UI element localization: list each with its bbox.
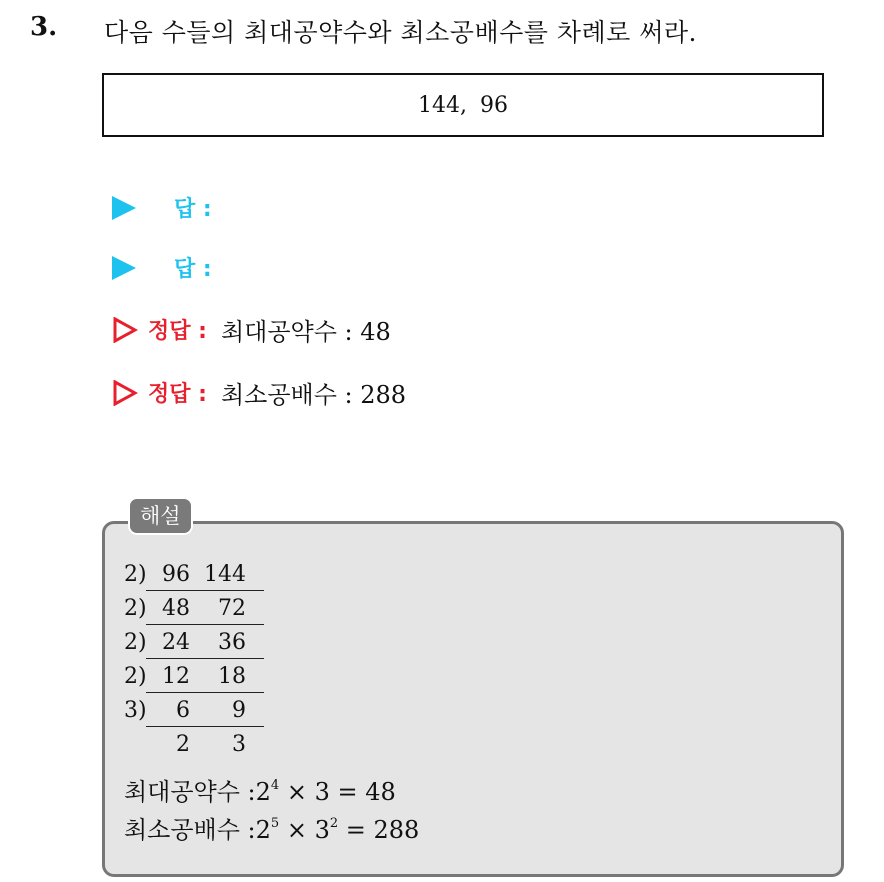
quotient-a: 2 [176, 732, 190, 757]
divisor: 2 [124, 596, 138, 621]
dividend-b: 36 [218, 630, 246, 655]
lcm-rest: = 288 [338, 816, 420, 844]
outline-triangle-icon [112, 317, 138, 343]
solution-tab: 해설 [128, 497, 193, 535]
gcd-label: 최대공약수 : [124, 778, 256, 806]
lcm-exponent-1: 5 [270, 816, 280, 831]
lcm-formula [124, 810, 419, 845]
dividend-b: 9 [232, 698, 246, 723]
divisor: 3 [124, 698, 138, 723]
dividend-a: 24 [162, 630, 190, 655]
outline-triangle-icon [112, 380, 138, 406]
dividend-a: 12 [162, 664, 190, 689]
play-triangle-icon [112, 196, 136, 220]
correct-answer-value: 최대공약수 : 48 [220, 318, 391, 346]
dividend-a: 96 [162, 562, 190, 587]
correct-answer-label: 정답 : [148, 319, 207, 344]
dividend-b: 72 [218, 596, 246, 621]
lcm-label: 최소공배수 : [124, 816, 256, 844]
dividend-a: 48 [162, 596, 190, 621]
answer-label: 답 : [174, 197, 212, 222]
dividend-a: 6 [176, 698, 190, 723]
division-bracket: ) [138, 596, 147, 621]
divisor: 2 [124, 562, 138, 587]
play-triangle-icon [112, 256, 136, 280]
question-number: 3. [30, 12, 58, 42]
gcd-base: 2 [255, 778, 271, 806]
answer-row-2[interactable] [112, 252, 212, 283]
correct-answer-value: 최소공배수 : 288 [220, 381, 407, 409]
lcm-exponent-2: 2 [329, 816, 339, 831]
gcd-exponent: 4 [270, 778, 280, 793]
dividend-b: 18 [218, 664, 246, 689]
division-line [146, 692, 264, 693]
question-text: 다음 수들의 최대공약수와 최소공배수를 차례로 써라. [104, 18, 697, 47]
answer-row-1[interactable] [112, 192, 212, 223]
quotient-b: 3 [232, 732, 246, 757]
dividend-b: 144 [204, 562, 246, 587]
lcm-mid: × 3 [279, 816, 330, 844]
division-line [146, 624, 264, 625]
gcd-rest: × 3 = 48 [279, 778, 396, 806]
given-numbers: 144, 96 [418, 92, 508, 118]
lcm-base: 2 [255, 816, 271, 844]
division-bracket: ) [138, 698, 147, 723]
divisor: 2 [124, 630, 138, 655]
divisor: 2 [124, 664, 138, 689]
correct-answer-row-2 [112, 375, 406, 410]
division-line [146, 658, 264, 659]
division-bracket: ) [138, 630, 147, 655]
correct-answer-row-1 [112, 312, 391, 347]
answer-label: 답 : [174, 257, 212, 282]
division-line [146, 726, 264, 727]
division-line [146, 590, 264, 591]
division-bracket: ) [138, 562, 147, 587]
given-numbers-box [102, 73, 824, 137]
gcd-formula [124, 772, 396, 807]
correct-answer-label: 정답 : [148, 382, 207, 407]
division-bracket: ) [138, 664, 147, 689]
